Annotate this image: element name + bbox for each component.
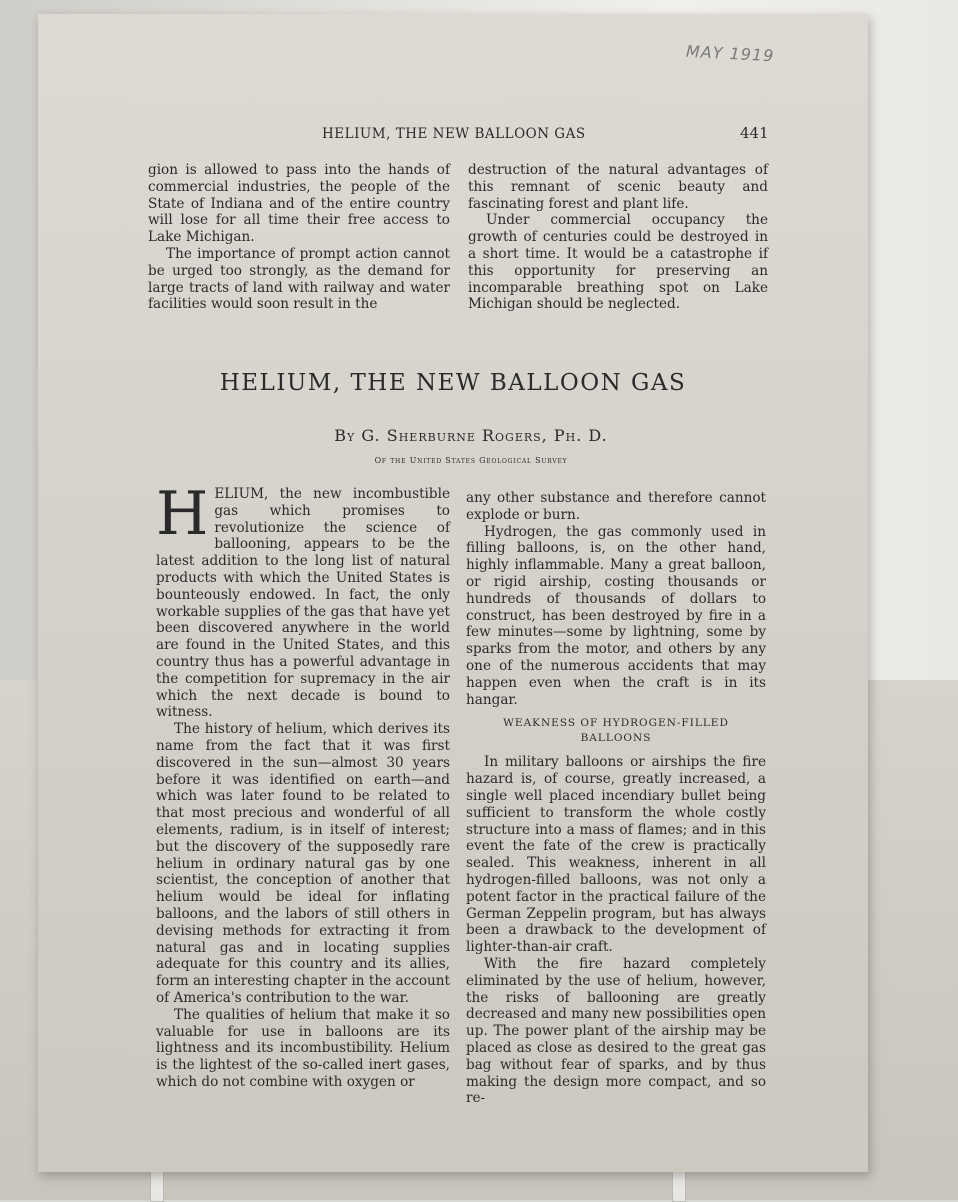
paragraph: With the fire hazard completely eliminated by the use of helium, however, the risks of ballooning are greatly decreased and many new possibilities open up. The power plant of the airship may be placed as close as desired to the great gas bag without fear of sparks, and by thus making the design more compact, and so re- <box>466 955 766 1107</box>
paragraph: any other substance and therefore cannot explode or burn. <box>466 490 766 523</box>
article-byline: By G. Sherburne Rogers, Ph. D. <box>334 426 608 445</box>
article-affiliation: Of the United States Geological Survey <box>374 456 568 465</box>
article-left-column <box>156 479 450 1091</box>
prior-article-right-column <box>468 162 768 313</box>
paragraph: gion is allowed to pass into the hands of commercial industries, the people of the State of Indiana and of the entire country will lose for all time their free access to Lake Michigan. <box>148 162 450 246</box>
article-title: HELIUM, THE NEW BALLOON GAS <box>219 370 687 396</box>
paragraph: In military balloons or airships the fire hazard is, of course, greatly increased, a single well placed incendiary bullet being sufficient to transform the whole costly structure into a mass of flames; and in this event the fate of the crew is practically sealed. This weakness, inherent in all hydrogen-filled balloons, was not only a potent factor in the practical failure of the German Zeppelin program, but has always been a drawback to the development of lighter-than-air craft. <box>466 754 766 956</box>
running-header: HELIUM, THE NEW BALLOON GAS <box>322 126 586 142</box>
handwritten-date: MAY 1919 <box>685 41 775 66</box>
paragraph: Hydrogen, the gas commonly used in filling balloons, is, on the other hand, highly inflammable. Many a great balloon, or rigid airship, costing thousands or hundreds of thousands of dollars to construct, has been destroyed by fire in a few minutes—some by lightning, some by sparks from the motor, and others by any one of the numerous accidents that may happen even when the craft is in its hangar. <box>466 523 766 708</box>
paragraph: The history of helium, which derives its name from the fact that it was first discovered in the sun—almost 30 years before it was identified on earth—and which was later found to be related to that most precious and wonderful of all elements, radium, is in itself of interest; but the discovery of the supposedly rare helium in ordinary natural gas by one scientist, the conception of another that helium would be ideal for inflating balloons, and the labors of still others in devising methods for extracting it from natural gas and in locating supplies adequate for this country and its allies, form an interesting chapter in the account of America's contribution to the war. <box>156 721 450 1006</box>
opening-paragraph <box>156 479 450 721</box>
prior-article-left-column <box>148 162 450 313</box>
opening-text: ELIUM, the new incombustible gas which promises to revolutionize the science of ballooning, appears to be the latest addition to the long list of natural products with which the United States is bounteously endowed. In fact, the only workable supplies of the gas that have yet been discovered anywhere in the world are found in the United States, and this country thus has a powerful advantage in the competition for supremacy in the air which the next decade is bound to witness. <box>156 486 450 721</box>
paragraph: The qualities of helium that make it so valuable for use in balloons are its lightness and its incombustibility. Helium is the lightest of the so-called inert gases, which do not combine with oxygen or <box>156 1006 450 1090</box>
article-right-column <box>466 490 766 1107</box>
drop-cap: H <box>156 479 209 549</box>
paragraph: Under commercial occupancy the growth of centuries could be destroyed in a short time. It would be a catastrophe if this opportunity for preserving an incomparable breathing spot on Lake Michigan should be neglected. <box>468 212 768 313</box>
paragraph: The importance of prompt action cannot be urged too strongly, as the demand for large tracts of land with railway and water facilities would soon result in the <box>148 245 450 313</box>
paragraph: destruction of the natural advantages of this remnant of scenic beauty and fascinating forest and plant life. <box>468 162 768 212</box>
page-number: 441 <box>740 124 769 142</box>
magazine-page <box>38 14 868 1172</box>
section-subheading: WEAKNESS OF HYDROGEN-FILLED BALLOONS <box>503 717 729 745</box>
